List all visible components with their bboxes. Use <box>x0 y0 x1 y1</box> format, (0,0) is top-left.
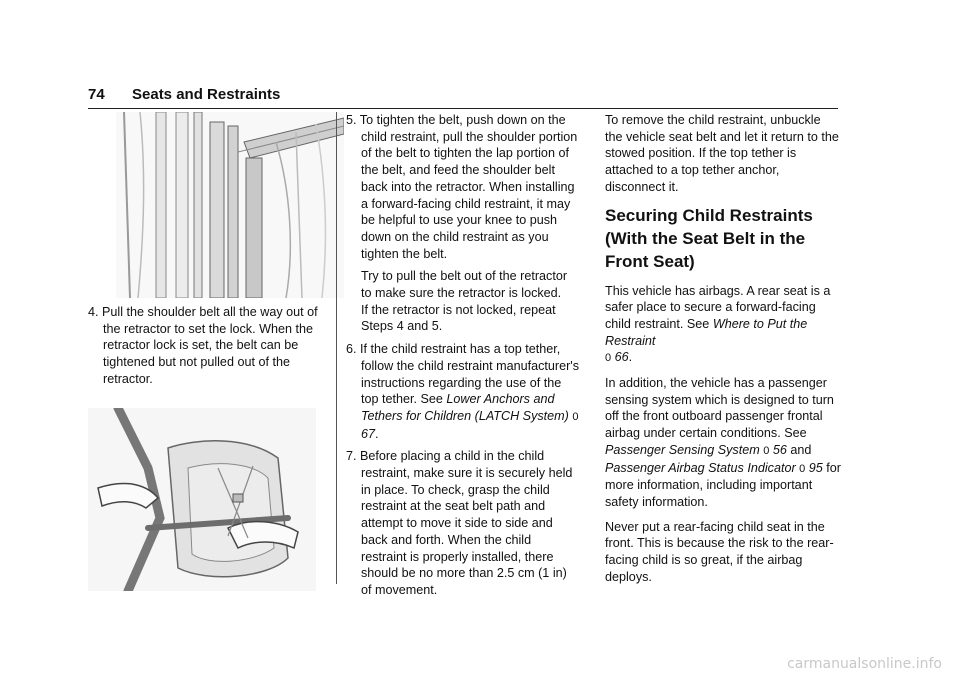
restraint-page-ref[interactable]: 66 <box>614 350 629 365</box>
step-7 <box>346 448 580 598</box>
step-6-text: If the child restraint has a top tether, follow the child restraint manufacturer's instructions regarding the use of the top tether. See <box>360 342 579 407</box>
step-5-text: To tighten the belt, push down on the child restraint, pull the shoulder portion of the belt to tighten the lap portion of the belt, and feed the shoulder belt back into the retractor. When installing a forward-facing child restraint, it may be helpful to use your knee to push down on the child restraint as you tighten the belt. <box>359 113 578 261</box>
page-ref-icon: 0 <box>763 444 770 457</box>
airbags-paragraph: This vehicle has airbags. A rear seat is a safer place to secure a forward-facing child restraint. See Where to Put the Restraint 0 66. <box>605 283 831 365</box>
site-watermark: carmanualsonline.info <box>787 656 942 672</box>
child-seat-tightening-illustration <box>88 408 316 591</box>
remove-restraint-paragraph: To remove the child restraint, unbuckle the vehicle seat belt and let it return to the stowed position. If the top tether is attached to a top tether anchor, disconnect it. <box>605 113 839 194</box>
step-4-text: Pull the shoulder belt all the way out of the retractor to set the lock. When the retractor lock is set, the belt can be tightened but not pulled out of the retractor. <box>102 305 318 386</box>
page-ref-icon: 0 <box>799 462 806 475</box>
passenger-sensing-paragraph: In addition, the vehicle has a passenger sensing system which is designed to turn off the front outboard passenger frontal airbag under certain conditions. See Passenger Sensing System 0 56 and Passenger Airbag Status Indicator 0 95 for more information, including important safety information. <box>605 376 841 509</box>
latch-page-ref[interactable]: 67 <box>361 426 376 441</box>
step-5-number: 5. <box>346 113 357 127</box>
page-ref-icon: 0 <box>605 352 612 365</box>
column-middle <box>346 112 580 605</box>
page-ref-icon: 0 <box>572 410 579 423</box>
step-6: 6. If the child restraint has a top tether, follow the child restraint manufacturer's instructions regarding the use of the top tether. See Lower Anchors and Tethers for Children (LATCH System) 0 67. <box>346 342 579 441</box>
column-right <box>605 112 841 593</box>
airbag-status-indicator-link[interactable]: Passenger Airbag Status Indicator <box>605 460 796 475</box>
page-number: 74 <box>88 86 105 103</box>
rear-facing-warning-paragraph: Never put a rear-facing child seat in the front. This is because the risk to the rear-facing child is so great, if the airbag deploys. <box>605 519 834 584</box>
step-7-number: 7. <box>346 449 357 464</box>
sensing-page-ref[interactable]: 56 <box>772 442 787 457</box>
passenger-sensing-link[interactable]: Passenger Sensing System <box>605 442 760 457</box>
step-4 <box>88 304 322 388</box>
step-7-text: Before placing a child in the child restraint, make sure it is securely held in place. To check, grasp the child restraint at the seat belt path and attempt to move it side to side and back and forth. When the child restraint is properly installed, there should be no more than 2.5 cm (1 in) of movement. <box>360 449 573 597</box>
where-to-put-restraint-link[interactable]: Where to Put the Restraint <box>605 316 808 348</box>
step-4-number: 4. <box>88 305 99 319</box>
step-5-note-2: If the retractor is not locked, repeat Steps 4 and 5. <box>361 302 556 334</box>
column-divider <box>336 112 337 584</box>
step-6-number: 6. <box>346 342 357 357</box>
indicator-page-ref[interactable]: 95 <box>808 460 823 475</box>
column-left <box>88 112 322 591</box>
section-title: Seats and Restraints <box>132 86 281 103</box>
page-header <box>88 82 838 109</box>
latch-system-link[interactable]: Lower Anchors and Tethers for Children (LATCH System) <box>361 392 569 423</box>
seat-belt-retractor-illustration <box>116 112 344 298</box>
step-5-note-1: Try to pull the belt out of the retractor to make sure the retractor is locked. If the retractor is not locked, repeat Steps 4 and 5. <box>361 269 568 334</box>
step-5 <box>346 112 580 262</box>
section-heading: Securing Child Restraints (With the Seat Belt in the Front Seat) <box>605 205 813 271</box>
